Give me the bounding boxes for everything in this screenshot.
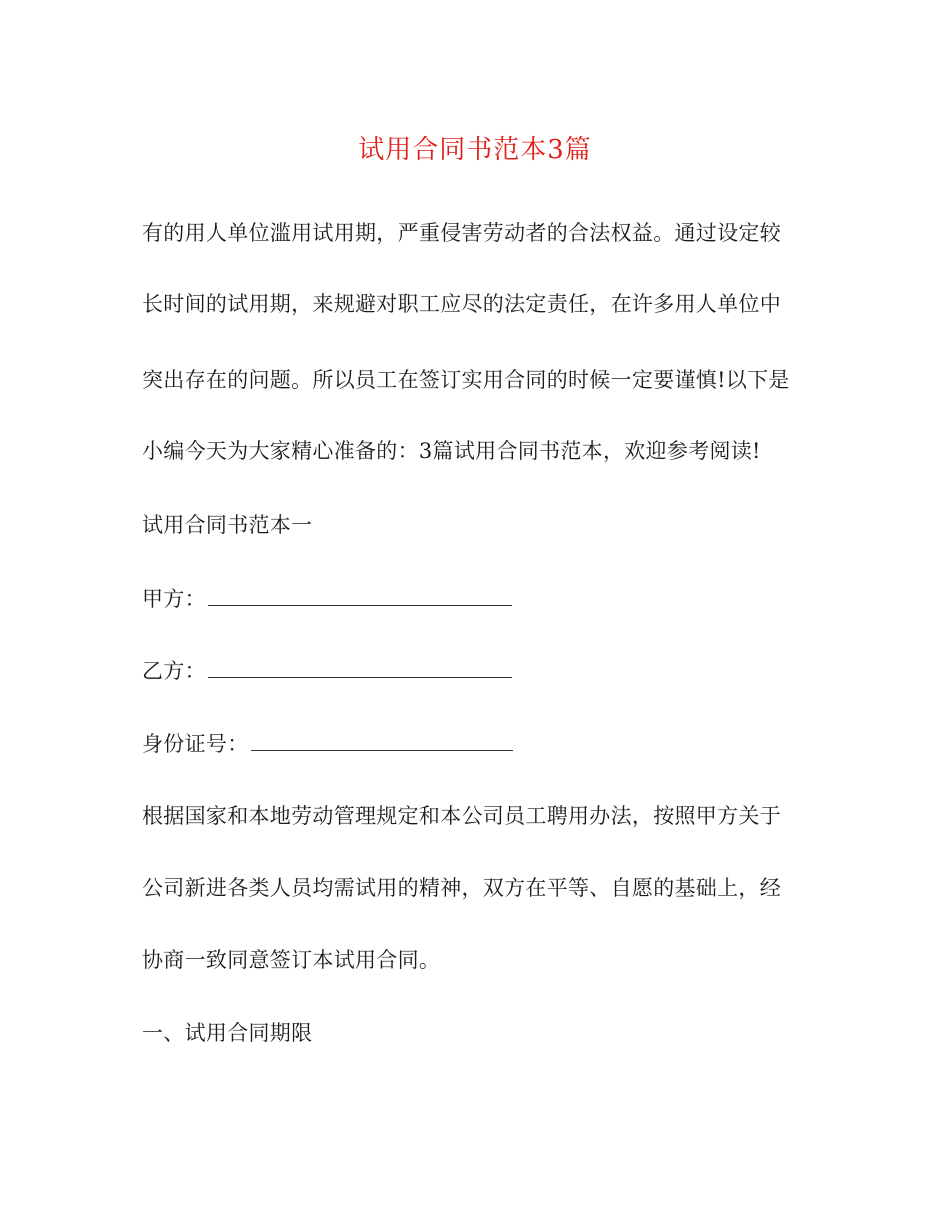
- party-b-field: [142, 656, 842, 686]
- body-line-3: 协商一致同意签订本试用合同。: [142, 948, 441, 972]
- id-number-field: [142, 729, 842, 759]
- section-heading: 试用合同书范本一: [142, 513, 313, 537]
- intro-line-2: 长时间的试用期，来规避对职工应尽的法定责任，在许多用人单位中: [142, 292, 781, 316]
- party-a-blank: [208, 585, 512, 606]
- body-line-1: 根据国家和本地劳动管理规定和本公司员工聘用办法，按照甲方关于: [142, 804, 781, 828]
- party-a-field: [142, 584, 842, 614]
- intro-line-3: 突出存在的问题。所以员工在签订实用合同的时候一定要谨慎!以下是: [142, 368, 790, 392]
- party-b-blank: [208, 657, 512, 678]
- intro-line-1: 有的用人单位滥用试用期，严重侵害劳动者的合法权益。通过设定较: [142, 221, 781, 245]
- clause-1-heading: 一、试用合同期限: [142, 1021, 313, 1045]
- intro-line-4: 小编今天为大家精心准备的：3篇试用合同书范本，欢迎参考阅读!: [142, 439, 761, 463]
- id-number-label: 身份证号：: [142, 732, 249, 756]
- party-a-label: 甲方：: [142, 587, 206, 611]
- id-number-blank: [251, 730, 513, 751]
- body-line-2: 公司新进各类人员均需试用的精神，双方在平等、自愿的基础上，经: [142, 876, 781, 900]
- document-title: 试用合同书范本3篇: [358, 135, 592, 165]
- party-b-label: 乙方：: [142, 659, 206, 683]
